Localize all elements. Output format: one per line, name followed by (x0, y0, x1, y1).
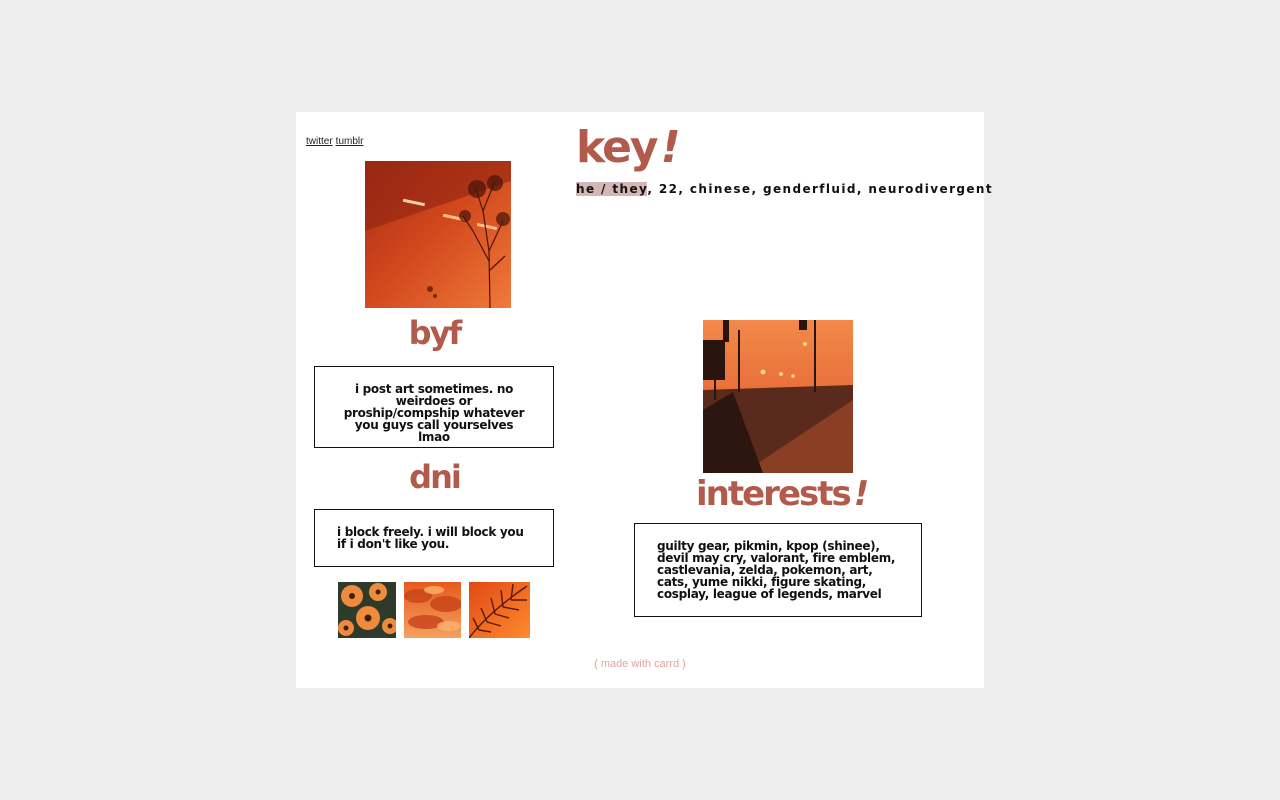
interests-heading-text: interests (696, 474, 850, 514)
thumbnail-palm-leaves (469, 582, 530, 638)
made-with-carrd-link[interactable]: ( made with carrd ) (594, 658, 686, 670)
pronouns-highlight: he / they (576, 182, 648, 196)
dni-heading: dni (409, 458, 460, 496)
street-sunset-image (703, 320, 853, 473)
dni-box (314, 509, 554, 567)
tumblr-link[interactable]: tumblr (335, 136, 364, 147)
thumbnail-flowers (338, 582, 396, 638)
name-exclamation: ! (660, 122, 679, 173)
byf-text: i post art sometimes. no weirdoes or proship/compship whatever you guys call yourselves lmao (343, 382, 525, 444)
social-links (306, 136, 366, 147)
name-heading (576, 122, 679, 173)
byf-heading: byf (408, 314, 461, 352)
profile-image-red-room (365, 161, 511, 308)
name-text: key (576, 122, 657, 173)
identity-details: , 22, chinese, genderfluid, neurodivergent (647, 182, 993, 196)
dni-text: i block freely. i will block you if i don't like you. (337, 525, 524, 551)
profile-card (296, 112, 993, 688)
interests-box (634, 523, 922, 617)
interests-text: guilty gear, pikmin, kpop (shinee), devil may cry, valorant, fire emblem, castlevania, zelda, pokemon, art, cats, yume nikki, figure skating, cosplay, league of legends, marvel (657, 539, 896, 601)
thumbnail-sunset-clouds (404, 582, 461, 638)
identity-line (576, 182, 993, 196)
byf-box (314, 366, 554, 448)
twitter-link[interactable]: twitter (306, 136, 333, 147)
interests-exclamation: ! (853, 474, 868, 514)
interests-heading (696, 474, 868, 514)
